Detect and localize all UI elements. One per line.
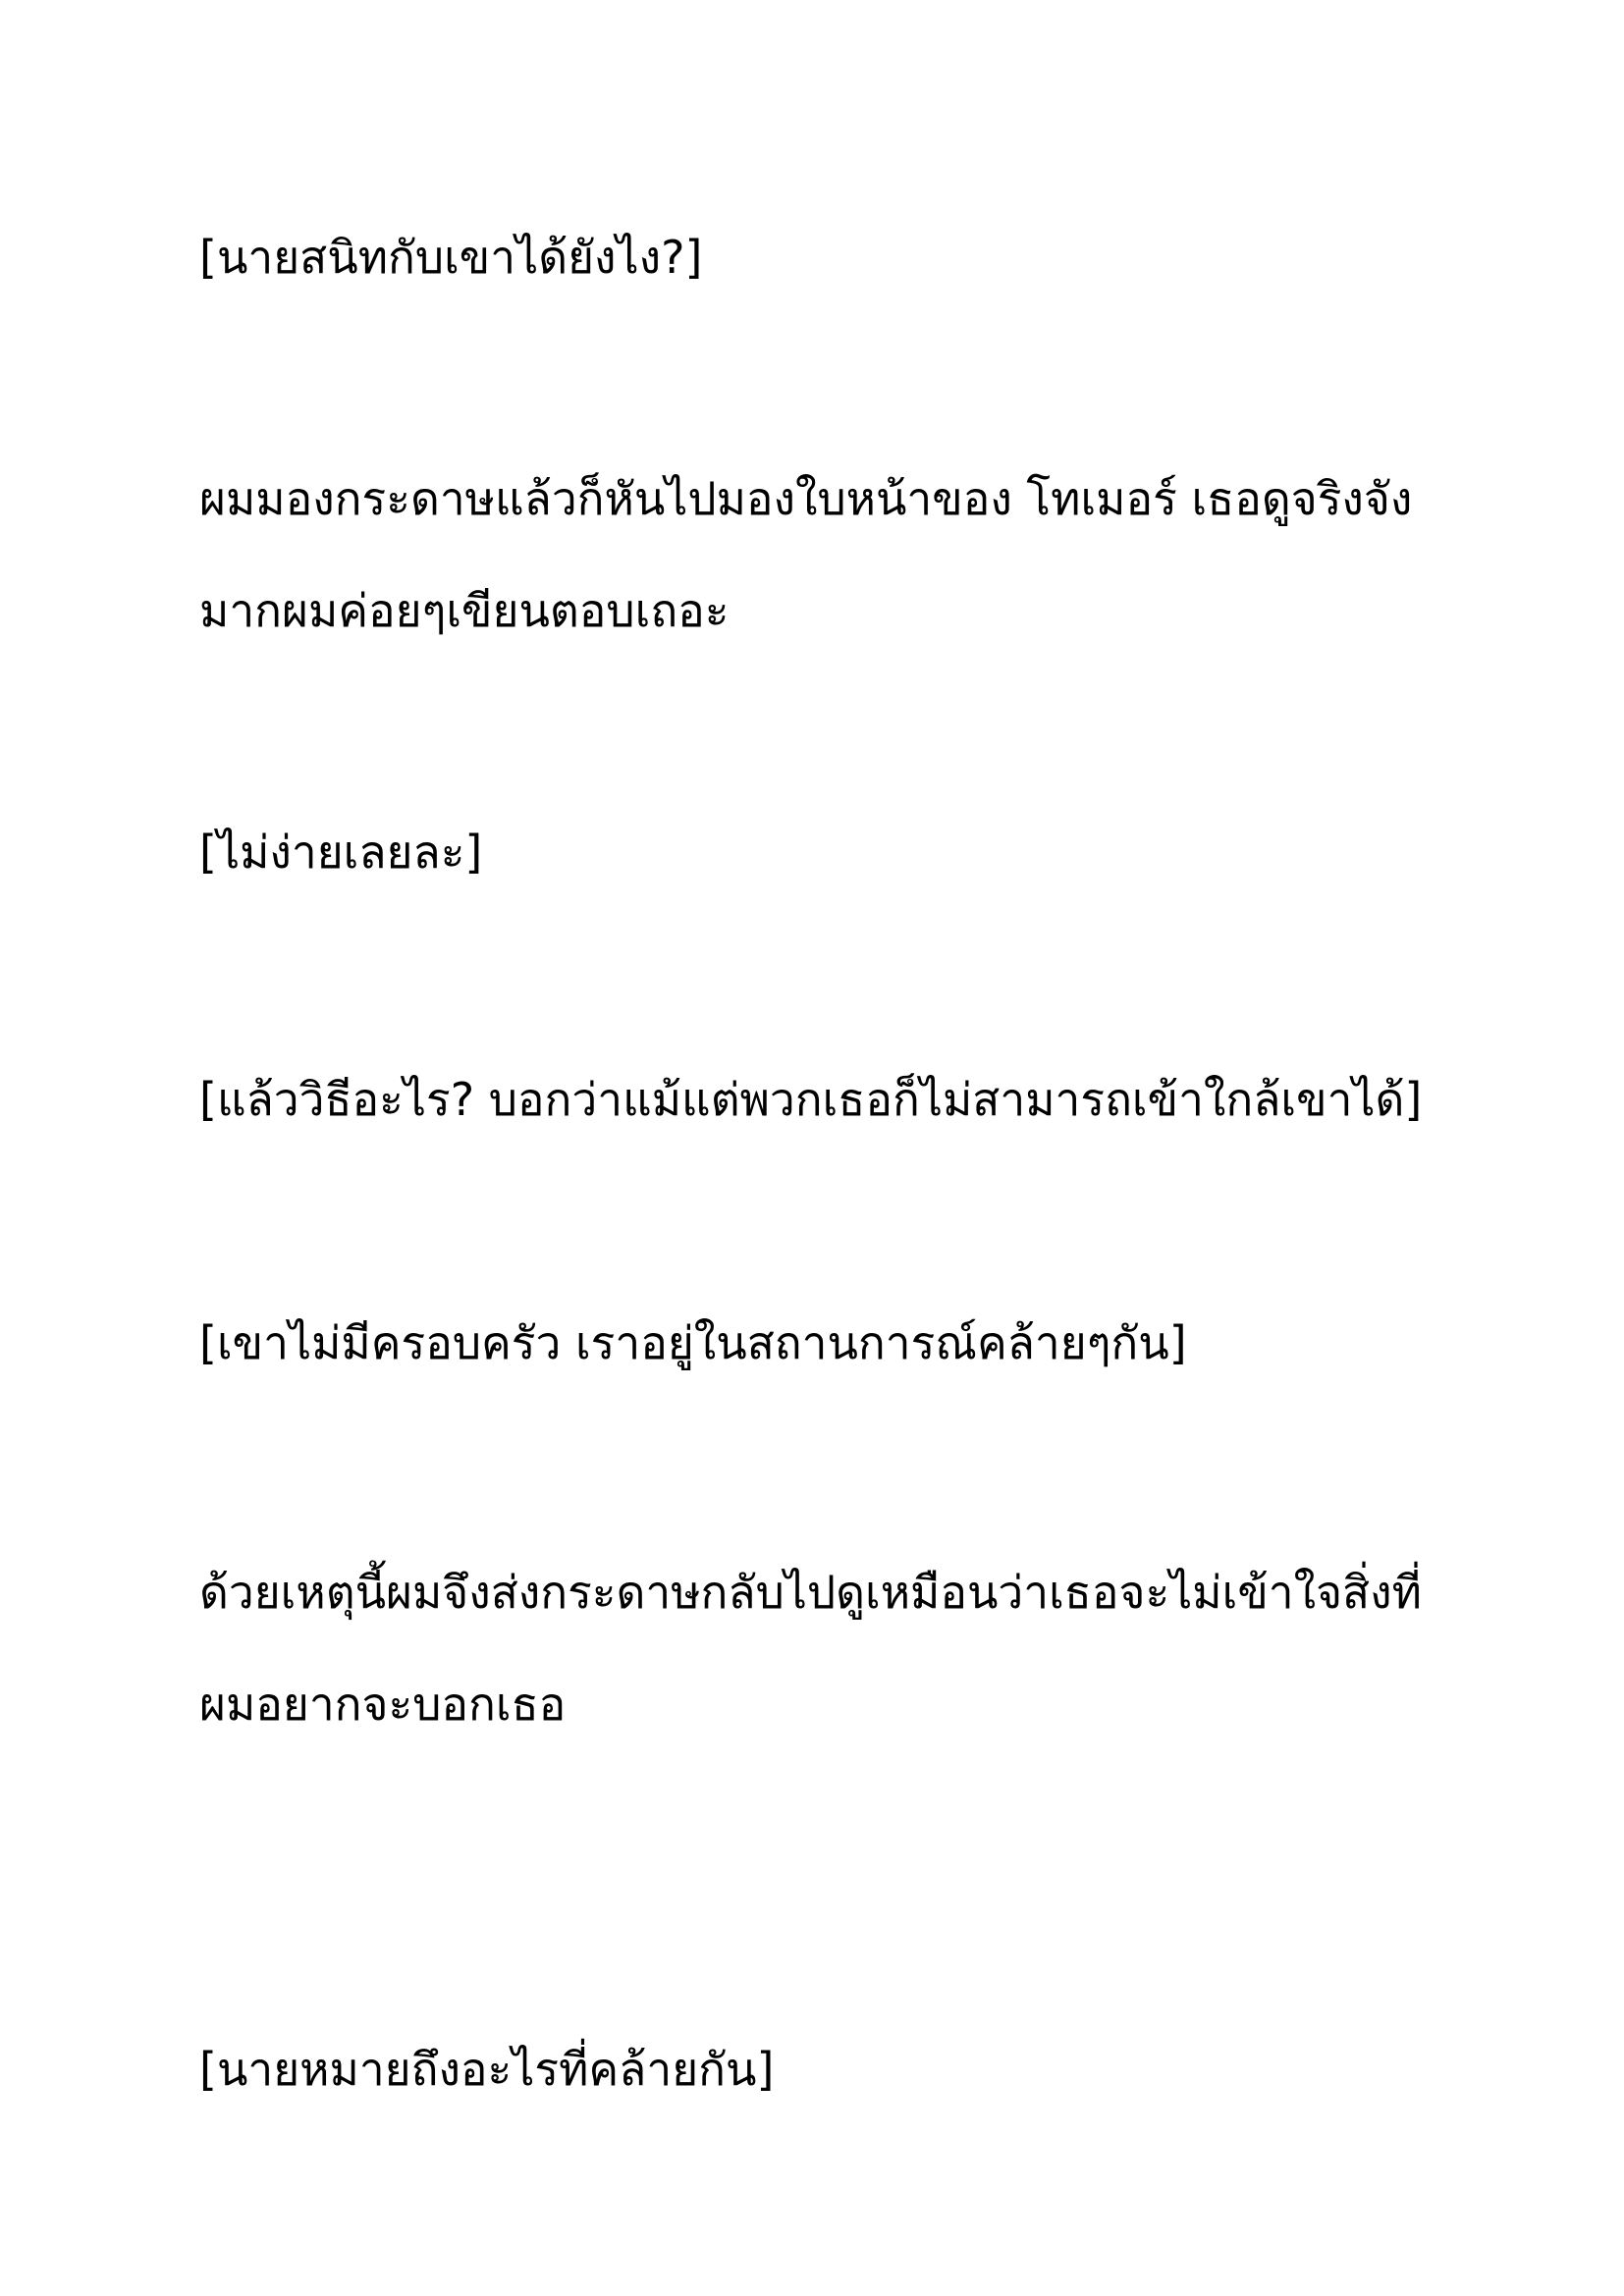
- paragraph-line: มากผมค่อยๆเขียนตอบเถอะ: [199, 584, 730, 637]
- paragraph-line: ด้วยเหตุนี้ผมจึงส่งกระดาษกลับไปดูเหมือนว่าเธอจะไม่เข้าใจสิ่งที่: [199, 1566, 1422, 1619]
- paragraph-line: [ไม่ง่ายเลยละ]: [199, 826, 483, 879]
- paragraph-line: [เขาไม่มีครอบครัว เราอยู่ในสถานการณ์คล้ายๆกัน]: [199, 1316, 1187, 1369]
- paragraph-line: [แล้ววิธีอะไร? บอกว่าแม้แต่พวกเธอก็ไม่สามารถเข้าใกล้เขาได้]: [199, 1073, 1423, 1126]
- paragraph-line: ผมมองกระดาษแล้วก็หันไปมองใบหน้าของ โทเมอร์ เธอดูจริงจัง: [199, 472, 1413, 525]
- paragraph-line: [นายหมายถึงอะไรที่คล้ายกัน]: [199, 2043, 775, 2096]
- paragraph-line: [นายสนิทกับเขาได้ยังไง?]: [199, 231, 703, 284]
- paragraph-line: ผมอยากจะบอกเธอ: [199, 1678, 567, 1731]
